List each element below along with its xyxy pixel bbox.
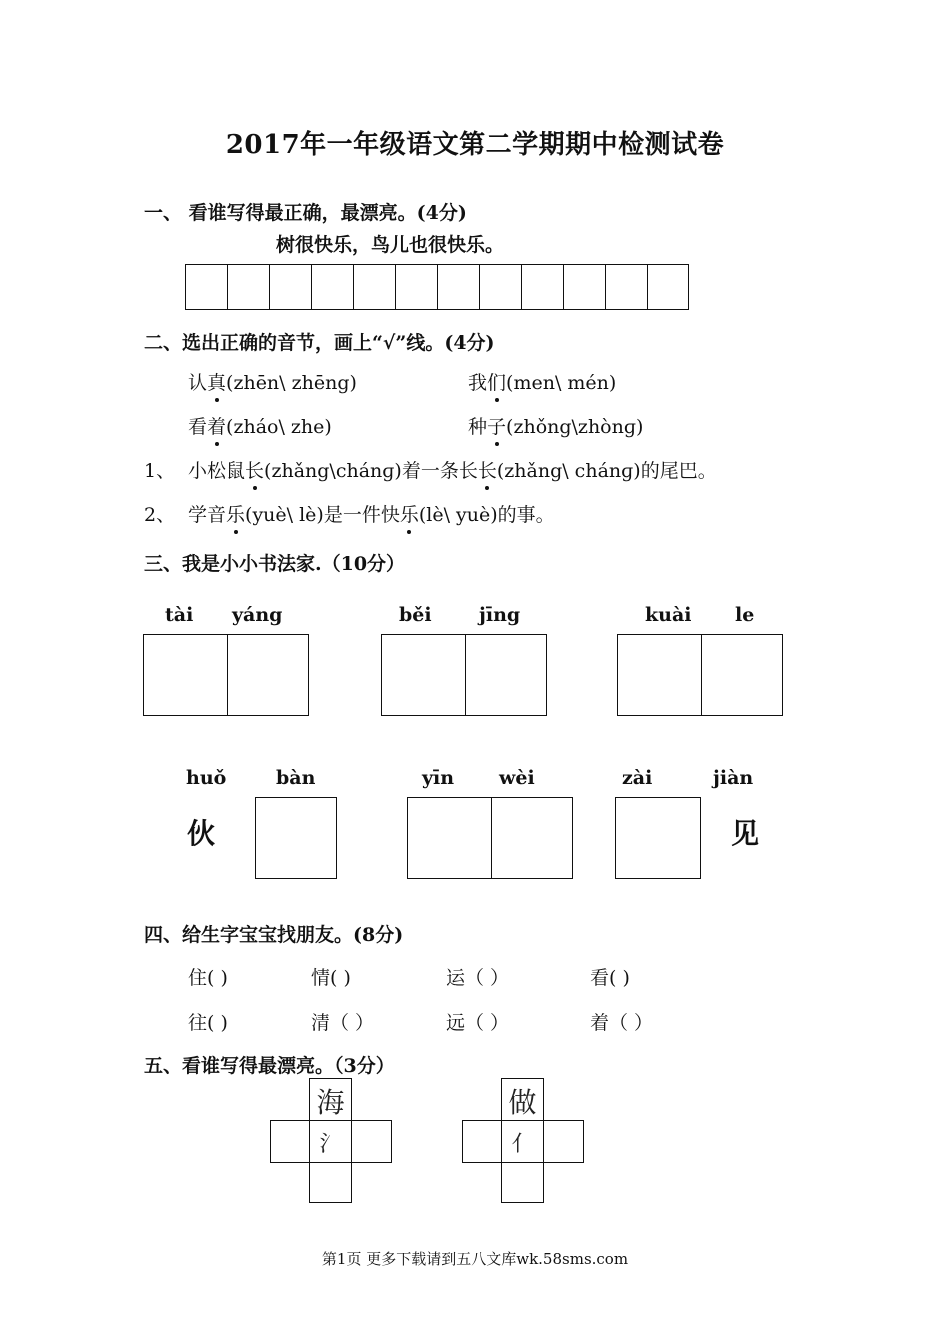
dotted-char: 着 <box>207 412 226 439</box>
dotted-char: 们 <box>487 368 506 395</box>
word-blank: 往( ) <box>188 1012 228 1034</box>
pinyin-label: le <box>735 604 755 626</box>
pinyin-label: yáng <box>232 604 283 626</box>
dotted-char: 长 <box>478 456 497 483</box>
given-char: 伙 <box>187 817 216 850</box>
writing-box-pair <box>617 634 783 716</box>
sentence-text: (lè\ yuè)的事。 <box>418 504 555 526</box>
pinyin-options: (men\ mén) <box>506 372 617 394</box>
pinyin-label: wèi <box>499 767 535 789</box>
dotted-char: 乐 <box>400 500 419 527</box>
word-char: 我 <box>468 372 488 394</box>
writing-cell <box>311 264 353 310</box>
writing-cell <box>185 264 227 310</box>
dotted-char: 真 <box>207 368 226 395</box>
section-4-heading: 四、给生字宝宝找朋友。(8分) <box>144 924 404 946</box>
writing-cell <box>269 264 311 310</box>
sentence-text: (zhǎng\ chánɡ)的尾巴。 <box>496 460 717 482</box>
pinyin-label: tài <box>165 604 194 626</box>
pinyin-label: běi <box>399 604 432 626</box>
writing-box-pair <box>143 634 309 716</box>
dotted-char: 乐 <box>226 500 245 527</box>
sentence-question <box>188 500 555 527</box>
pinyin-label: jīng <box>479 604 521 626</box>
given-char: 见 <box>731 817 760 850</box>
model-char: 做 <box>508 1086 537 1119</box>
word-char: 认 <box>188 372 208 394</box>
word-blank: 远（ ） <box>446 1012 510 1034</box>
sentence-question <box>188 456 717 483</box>
section-2-heading: 二、选出正确的音节，画上“√”线。(4分) <box>144 332 495 354</box>
writing-cell <box>563 264 605 310</box>
section-3-heading: 三、我是小小书法家.（10分） <box>144 553 406 575</box>
writing-cell-row <box>185 264 689 310</box>
sentence-text: 学音 <box>188 504 227 526</box>
writing-box-pair <box>407 797 573 879</box>
writing-cell <box>395 264 437 310</box>
question-number: 2、 <box>144 504 176 526</box>
pinyin-options: (zhǒng\zhònɡ) <box>506 416 644 438</box>
page-footer: 第1页 更多下载请到五八文库wk.58sms.com <box>321 1250 629 1268</box>
pinyin-label: kuài <box>645 604 692 626</box>
word-blank: 清（ ） <box>311 1012 375 1034</box>
dotted-char: 长 <box>245 456 264 483</box>
section-1-heading: 一、 看谁写得最正确，最漂亮。(4分) <box>144 202 467 224</box>
writing-cell <box>437 264 479 310</box>
writing-box-pair <box>381 634 547 716</box>
writing-cell <box>479 264 521 310</box>
dotted-char: 子 <box>487 412 506 439</box>
pinyin-label: yīn <box>422 767 455 789</box>
radical-hint: 氵 <box>319 1132 342 1157</box>
writing-box <box>615 797 701 879</box>
writing-cell <box>605 264 647 310</box>
section-1-sentence: 树很快乐，鸟儿也很快乐。 <box>276 234 505 256</box>
pinyin-label: jiàn <box>713 767 754 789</box>
word-blank: 看( ) <box>590 967 630 989</box>
pinyin-choice <box>188 368 357 395</box>
writing-cell <box>521 264 563 310</box>
pinyin-label: huǒ <box>186 767 227 789</box>
writing-cell <box>353 264 395 310</box>
writing-box <box>255 797 337 879</box>
pinyin-label: bàn <box>276 767 316 789</box>
writing-cell <box>227 264 269 310</box>
pinyin-choice <box>468 368 616 395</box>
page-title: 2017年一年级语文第二学期期中检测试卷 <box>225 130 725 160</box>
section-5-heading: 五、看谁写得最漂亮。（3分） <box>144 1055 395 1077</box>
word-char: 种 <box>468 416 488 438</box>
pinyin-choice <box>468 412 643 439</box>
pinyin-choice <box>188 412 332 439</box>
pinyin-label: zài <box>622 767 653 789</box>
word-blank: 着（ ） <box>590 1012 654 1034</box>
sentence-text: (zhǎng\chánɡ)着一条长 <box>264 460 478 482</box>
word-blank: 住( ) <box>188 967 228 989</box>
word-blank: 情( ) <box>311 967 351 989</box>
word-char: 看 <box>188 416 208 438</box>
pinyin-options: (zhēn\ zhēng) <box>226 372 357 394</box>
question-number: 1、 <box>144 460 176 482</box>
writing-cell <box>647 264 689 310</box>
radical-hint: 亻 <box>511 1132 534 1157</box>
model-char: 海 <box>316 1086 345 1119</box>
word-blank: 运（ ） <box>446 967 510 989</box>
pinyin-options: (zháo\ zhe) <box>226 416 332 438</box>
sentence-text: 小松鼠 <box>188 460 246 482</box>
sentence-text: (yuè\ lè)是一件快 <box>245 504 400 526</box>
